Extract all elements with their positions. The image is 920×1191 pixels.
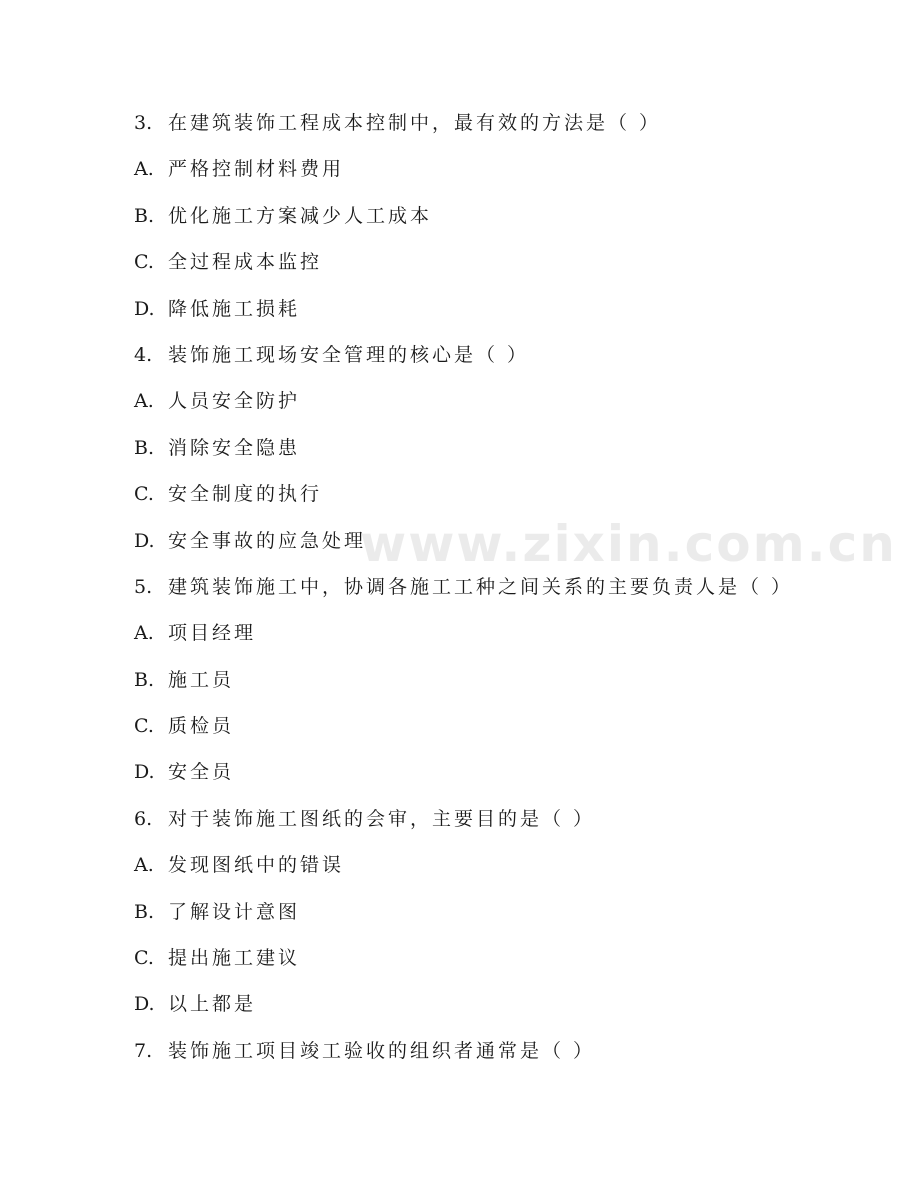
option-text: 全过程成本监控 xyxy=(168,251,323,274)
option-letter: C. xyxy=(134,947,154,970)
option-letter: A. xyxy=(134,622,154,645)
option-text: 安全员 xyxy=(168,761,235,784)
option-text: 安全事故的应急处理 xyxy=(168,529,367,552)
watermark: www.zixin.com.cn xyxy=(360,515,897,573)
question-number: 6. xyxy=(134,807,153,830)
question-6 xyxy=(134,804,874,850)
option-text: 人员安全防护 xyxy=(168,390,301,413)
option-text: 以上都是 xyxy=(168,993,257,1016)
option-letter: A. xyxy=(134,854,154,877)
option-text: 发现图纸中的错误 xyxy=(168,854,345,877)
question-list xyxy=(134,108,874,1082)
option-6d xyxy=(134,989,874,1035)
option-text: 了解设计意图 xyxy=(168,900,301,923)
option-text: 严格控制材料费用 xyxy=(168,158,345,181)
option-text: 消除安全隐患 xyxy=(168,436,301,459)
option-text: 优化施工方案减少人工成本 xyxy=(168,204,433,227)
option-4a xyxy=(134,386,874,432)
option-text: 安全制度的执行 xyxy=(168,483,323,506)
question-text: 对于装饰施工图纸的会审，主要目的是（ ） xyxy=(168,807,596,830)
option-5b xyxy=(134,665,874,711)
option-letter: B. xyxy=(134,436,155,459)
option-text: 质检员 xyxy=(168,715,235,738)
option-letter: D. xyxy=(134,529,155,552)
option-3b xyxy=(134,201,874,247)
option-6a xyxy=(134,850,874,896)
option-5c xyxy=(134,711,874,757)
question-text: 装饰施工项目竣工验收的组织者通常是（ ） xyxy=(168,1039,596,1062)
option-letter: A. xyxy=(134,158,154,181)
option-3a xyxy=(134,154,874,200)
option-letter: D. xyxy=(134,993,155,1016)
option-letter: B. xyxy=(134,900,155,923)
option-letter: D. xyxy=(134,761,155,784)
option-5a xyxy=(134,618,874,664)
question-number: 3. xyxy=(134,112,153,134)
option-text: 降低施工损耗 xyxy=(168,297,301,320)
question-number: 7. xyxy=(134,1039,153,1062)
question-5 xyxy=(134,572,874,618)
question-number: 5. xyxy=(134,575,153,598)
option-text: 提出施工建议 xyxy=(168,947,301,970)
option-letter: C. xyxy=(134,715,154,738)
option-letter: B. xyxy=(134,204,155,227)
option-5d xyxy=(134,757,874,803)
option-letter: C. xyxy=(134,251,154,274)
option-6b xyxy=(134,897,874,943)
option-4c xyxy=(134,479,874,525)
option-4b xyxy=(134,433,874,479)
option-letter: B. xyxy=(134,668,155,691)
option-6c xyxy=(134,943,874,989)
option-text: 项目经理 xyxy=(168,622,257,645)
option-4d xyxy=(134,526,874,572)
option-3d xyxy=(134,294,874,340)
question-text: 装饰施工现场安全管理的核心是（ ） xyxy=(168,343,530,366)
option-3c xyxy=(134,247,874,293)
question-text: 在建筑装饰工程成本控制中，最有效的方法是（ ） xyxy=(168,112,662,134)
question-3 xyxy=(134,108,874,154)
option-letter: A. xyxy=(134,390,154,413)
question-text: 建筑装饰施工中，协调各施工工种之间关系的主要负责人是（ ） xyxy=(168,575,794,598)
question-4 xyxy=(134,340,874,386)
option-letter: D. xyxy=(134,297,155,320)
question-7 xyxy=(134,1036,874,1082)
question-number: 4. xyxy=(134,343,153,366)
option-letter: C. xyxy=(134,483,154,506)
option-text: 施工员 xyxy=(168,668,235,691)
